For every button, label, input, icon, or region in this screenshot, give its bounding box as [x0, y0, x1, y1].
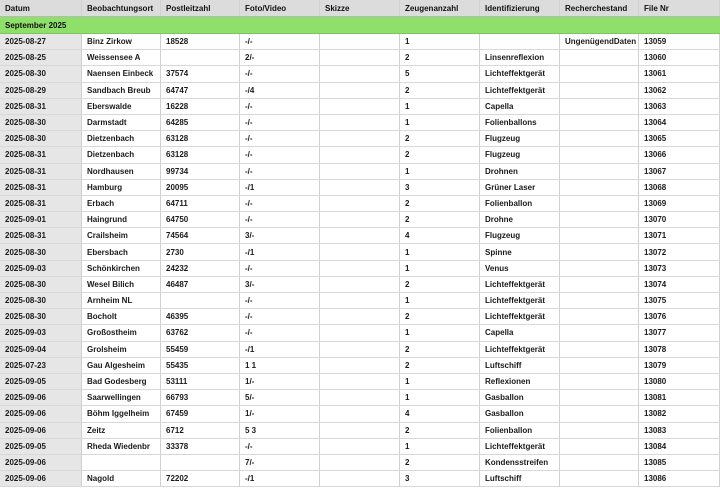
table-row[interactable]	[0, 423, 720, 439]
cell-location[interactable]: Eberswalde	[82, 99, 161, 114]
cell-sketch[interactable]	[320, 212, 400, 227]
cell-file-nr[interactable]: 13081	[639, 390, 720, 405]
cell-witnesses[interactable]: 2	[400, 342, 480, 357]
cell-research-status[interactable]	[560, 390, 639, 405]
cell-date[interactable]: 2025-08-31	[0, 180, 82, 195]
cell-identification[interactable]: Drohne	[480, 212, 560, 227]
cell-sketch[interactable]	[320, 50, 400, 65]
cell-witnesses[interactable]: 2	[400, 358, 480, 373]
cell-identification[interactable]: Venus	[480, 261, 560, 276]
cell-sketch[interactable]	[320, 342, 400, 357]
cell-photo-video[interactable]: -/-	[240, 147, 320, 162]
cell-identification[interactable]: Kondensstreifen	[480, 455, 560, 470]
cell-postcode[interactable]: 64285	[161, 115, 240, 130]
table-row[interactable]	[0, 342, 720, 358]
cell-photo-video[interactable]: -/-	[240, 309, 320, 324]
table-row[interactable]	[0, 99, 720, 115]
cell-sketch[interactable]	[320, 309, 400, 324]
cell-sketch[interactable]	[320, 196, 400, 211]
cell-location[interactable]: Nagold	[82, 471, 161, 486]
cell-identification[interactable]: Gasballon	[480, 390, 560, 405]
cell-research-status[interactable]	[560, 455, 639, 470]
cell-photo-video[interactable]: -/-	[240, 34, 320, 49]
cell-date[interactable]: 2025-09-05	[0, 374, 82, 389]
cell-research-status[interactable]	[560, 261, 639, 276]
cell-photo-video[interactable]: -/-	[240, 115, 320, 130]
cell-sketch[interactable]	[320, 99, 400, 114]
table-row[interactable]	[0, 228, 720, 244]
cell-photo-video[interactable]: -/-	[240, 212, 320, 227]
cell-date[interactable]: 2025-09-03	[0, 261, 82, 276]
cell-research-status[interactable]	[560, 147, 639, 162]
cell-postcode[interactable]: 20095	[161, 180, 240, 195]
cell-postcode[interactable]: 55459	[161, 342, 240, 357]
cell-identification[interactable]: Luftschiff	[480, 358, 560, 373]
cell-photo-video[interactable]: -/1	[240, 180, 320, 195]
cell-date[interactable]: 2025-08-30	[0, 277, 82, 292]
cell-identification[interactable]: Folienballon	[480, 196, 560, 211]
cell-sketch[interactable]	[320, 471, 400, 486]
cell-research-status[interactable]	[560, 471, 639, 486]
cell-file-nr[interactable]: 13061	[639, 66, 720, 81]
cell-postcode[interactable]: 64747	[161, 83, 240, 98]
table-row[interactable]	[0, 261, 720, 277]
cell-location[interactable]: Binz Zirkow	[82, 34, 161, 49]
cell-sketch[interactable]	[320, 277, 400, 292]
cell-location[interactable]: Haingrund	[82, 212, 161, 227]
cell-postcode[interactable]: 74564	[161, 228, 240, 243]
cell-photo-video[interactable]: -/1	[240, 342, 320, 357]
table-row[interactable]	[0, 309, 720, 325]
cell-date[interactable]: 2025-08-30	[0, 293, 82, 308]
cell-witnesses[interactable]: 1	[400, 439, 480, 454]
table-row[interactable]	[0, 196, 720, 212]
cell-file-nr[interactable]: 13067	[639, 164, 720, 179]
cell-postcode[interactable]: 63128	[161, 131, 240, 146]
group-row[interactable]	[0, 17, 720, 34]
table-row[interactable]	[0, 406, 720, 422]
cell-identification[interactable]: Flugzeug	[480, 147, 560, 162]
cell-research-status[interactable]	[560, 131, 639, 146]
table-body	[0, 34, 720, 487]
cell-location[interactable]: Sandbach Breub	[82, 83, 161, 98]
cell-identification[interactable]: Capella	[480, 325, 560, 340]
cell-identification[interactable]: Spinne	[480, 244, 560, 259]
cell-postcode[interactable]	[161, 50, 240, 65]
cell-research-status[interactable]	[560, 439, 639, 454]
cell-photo-video[interactable]: -/-	[240, 293, 320, 308]
cell-research-status[interactable]	[560, 406, 639, 421]
cell-sketch[interactable]	[320, 406, 400, 421]
cell-postcode[interactable]	[161, 293, 240, 308]
cell-location[interactable]: Wesel Bilich	[82, 277, 161, 292]
cell-location[interactable]: Rheda Wiedenbr	[82, 439, 161, 454]
cell-date[interactable]: 2025-08-31	[0, 228, 82, 243]
cell-date[interactable]: 2025-09-05	[0, 439, 82, 454]
cell-photo-video[interactable]: 1/-	[240, 374, 320, 389]
cell-date[interactable]: 2025-09-06	[0, 423, 82, 438]
cell-witnesses[interactable]: 1	[400, 115, 480, 130]
cell-identification[interactable]: Flugzeug	[480, 131, 560, 146]
cell-sketch[interactable]	[320, 244, 400, 259]
column-header-photo-video[interactable]: Foto/Video	[240, 0, 320, 16]
column-header-location[interactable]: Beobachtungsort	[82, 0, 161, 16]
column-header-research-status[interactable]: Recherchestand	[560, 0, 639, 16]
cell-witnesses[interactable]: 1	[400, 325, 480, 340]
cell-witnesses[interactable]: 1	[400, 390, 480, 405]
cell-witnesses[interactable]: 2	[400, 196, 480, 211]
cell-witnesses[interactable]: 2	[400, 212, 480, 227]
cell-postcode[interactable]: 66793	[161, 390, 240, 405]
cell-photo-video[interactable]: 1/-	[240, 406, 320, 421]
cell-location[interactable]: Nordhausen	[82, 164, 161, 179]
cell-sketch[interactable]	[320, 164, 400, 179]
cell-sketch[interactable]	[320, 358, 400, 373]
cell-location[interactable]: Erbach	[82, 196, 161, 211]
cell-witnesses[interactable]: 1	[400, 244, 480, 259]
cell-location[interactable]: Zeitz	[82, 423, 161, 438]
cell-research-status[interactable]	[560, 196, 639, 211]
cell-file-nr[interactable]: 13059	[639, 34, 720, 49]
cell-file-nr[interactable]: 13071	[639, 228, 720, 243]
cell-file-nr[interactable]: 13070	[639, 212, 720, 227]
cell-postcode[interactable]: 72202	[161, 471, 240, 486]
cell-research-status[interactable]: UngenügendDaten	[560, 34, 639, 49]
table-row[interactable]	[0, 180, 720, 196]
cell-photo-video[interactable]: -/-	[240, 325, 320, 340]
cell-photo-video[interactable]: 3/-	[240, 228, 320, 243]
cell-file-nr[interactable]: 13066	[639, 147, 720, 162]
cell-research-status[interactable]	[560, 50, 639, 65]
cell-witnesses[interactable]: 2	[400, 277, 480, 292]
cell-date[interactable]: 2025-09-01	[0, 212, 82, 227]
table-row[interactable]	[0, 212, 720, 228]
cell-research-status[interactable]	[560, 212, 639, 227]
table-row[interactable]	[0, 390, 720, 406]
cell-witnesses[interactable]: 3	[400, 471, 480, 486]
cell-postcode[interactable]: 53111	[161, 374, 240, 389]
cell-postcode[interactable]	[161, 455, 240, 470]
cell-photo-video[interactable]: -/4	[240, 83, 320, 98]
cell-identification[interactable]: Folienballon	[480, 423, 560, 438]
table-row[interactable]	[0, 374, 720, 390]
table-row[interactable]	[0, 34, 720, 50]
cell-postcode[interactable]: 64711	[161, 196, 240, 211]
cell-research-status[interactable]	[560, 180, 639, 195]
cell-location[interactable]: Bocholt	[82, 309, 161, 324]
cell-date[interactable]: 2025-08-31	[0, 147, 82, 162]
cell-file-nr[interactable]: 13068	[639, 180, 720, 195]
cell-witnesses[interactable]: 1	[400, 164, 480, 179]
cell-postcode[interactable]: 67459	[161, 406, 240, 421]
cell-photo-video[interactable]: -/1	[240, 471, 320, 486]
cell-sketch[interactable]	[320, 180, 400, 195]
cell-photo-video[interactable]: 5 3	[240, 423, 320, 438]
cell-date[interactable]: 2025-08-30	[0, 309, 82, 324]
cell-sketch[interactable]	[320, 439, 400, 454]
cell-research-status[interactable]	[560, 423, 639, 438]
cell-date[interactable]: 2025-08-25	[0, 50, 82, 65]
cell-postcode[interactable]: 37574	[161, 66, 240, 81]
cell-date[interactable]: 2025-08-30	[0, 66, 82, 81]
cell-identification[interactable]: Capella	[480, 99, 560, 114]
cell-postcode[interactable]: 55435	[161, 358, 240, 373]
cell-postcode[interactable]: 63762	[161, 325, 240, 340]
cell-date[interactable]: 2025-08-30	[0, 131, 82, 146]
cell-date[interactable]: 2025-08-31	[0, 99, 82, 114]
cell-identification[interactable]: Lichteffektgerät	[480, 83, 560, 98]
cell-file-nr[interactable]: 13078	[639, 342, 720, 357]
cell-identification[interactable]: Linsenreflexion	[480, 50, 560, 65]
column-header-date[interactable]: Datum	[0, 0, 82, 16]
cell-file-nr[interactable]: 13064	[639, 115, 720, 130]
cell-postcode[interactable]: 18528	[161, 34, 240, 49]
cell-photo-video[interactable]: -/-	[240, 439, 320, 454]
cell-postcode[interactable]: 33378	[161, 439, 240, 454]
cell-location[interactable]: Dietzenbach	[82, 131, 161, 146]
cell-identification[interactable]: Drohnen	[480, 164, 560, 179]
cell-location[interactable]: Hamburg	[82, 180, 161, 195]
cell-file-nr[interactable]: 13079	[639, 358, 720, 373]
cell-file-nr[interactable]: 13086	[639, 471, 720, 486]
cell-location[interactable]: Crailsheim	[82, 228, 161, 243]
column-header-file-nr[interactable]: File Nr	[639, 0, 720, 16]
cell-sketch[interactable]	[320, 374, 400, 389]
cell-sketch[interactable]	[320, 83, 400, 98]
cell-location[interactable]: Großostheim	[82, 325, 161, 340]
cell-file-nr[interactable]: 13077	[639, 325, 720, 340]
cell-file-nr[interactable]: 13075	[639, 293, 720, 308]
cell-sketch[interactable]	[320, 455, 400, 470]
cell-postcode[interactable]: 24232	[161, 261, 240, 276]
cell-research-status[interactable]	[560, 358, 639, 373]
cell-witnesses[interactable]: 1	[400, 34, 480, 49]
cell-identification[interactable]: Grüner Laser	[480, 180, 560, 195]
table-row[interactable]	[0, 115, 720, 131]
table-row[interactable]	[0, 358, 720, 374]
cell-date[interactable]: 2025-08-31	[0, 196, 82, 211]
cell-postcode[interactable]: 46395	[161, 309, 240, 324]
cell-photo-video[interactable]: -/-	[240, 99, 320, 114]
table-row[interactable]	[0, 50, 720, 66]
cell-location[interactable]: Arnheim NL	[82, 293, 161, 308]
cell-photo-video[interactable]: 7/-	[240, 455, 320, 470]
header-row	[0, 0, 720, 17]
cell-sketch[interactable]	[320, 66, 400, 81]
cell-identification[interactable]: Lichteffektgerät	[480, 293, 560, 308]
cell-date[interactable]: 2025-08-30	[0, 115, 82, 130]
cell-file-nr[interactable]: 13082	[639, 406, 720, 421]
cell-sketch[interactable]	[320, 293, 400, 308]
cell-file-nr[interactable]: 13080	[639, 374, 720, 389]
cell-identification[interactable]: Luftschiff	[480, 471, 560, 486]
table-row[interactable]	[0, 455, 720, 471]
cell-witnesses[interactable]: 2	[400, 131, 480, 146]
cell-research-status[interactable]	[560, 83, 639, 98]
cell-research-status[interactable]	[560, 325, 639, 340]
cell-sketch[interactable]	[320, 131, 400, 146]
cell-postcode[interactable]: 64750	[161, 212, 240, 227]
cell-location[interactable]: Gau Algesheim	[82, 358, 161, 373]
cell-date[interactable]: 2025-08-31	[0, 164, 82, 179]
cell-location[interactable]: Böhm Iggelheim	[82, 406, 161, 421]
cell-witnesses[interactable]: 1	[400, 99, 480, 114]
cell-file-nr[interactable]: 13084	[639, 439, 720, 454]
cell-file-nr[interactable]: 13062	[639, 83, 720, 98]
cell-postcode[interactable]: 63128	[161, 147, 240, 162]
cell-witnesses[interactable]: 1	[400, 293, 480, 308]
cell-postcode[interactable]: 46487	[161, 277, 240, 292]
cell-research-status[interactable]	[560, 99, 639, 114]
table-row[interactable]	[0, 277, 720, 293]
cell-date[interactable]: 2025-09-06	[0, 455, 82, 470]
table-row[interactable]	[0, 147, 720, 163]
cell-file-nr[interactable]: 13083	[639, 423, 720, 438]
table-row[interactable]	[0, 325, 720, 341]
cell-identification[interactable]: Lichteffektgerät	[480, 277, 560, 292]
cell-witnesses[interactable]: 1	[400, 374, 480, 389]
cell-location[interactable]: Weissensee A	[82, 50, 161, 65]
cell-identification[interactable]: Lichteffektgerät	[480, 439, 560, 454]
cell-identification[interactable]: Gasballon	[480, 406, 560, 421]
cell-research-status[interactable]	[560, 309, 639, 324]
cell-sketch[interactable]	[320, 390, 400, 405]
cell-date[interactable]: 2025-09-04	[0, 342, 82, 357]
cell-identification[interactable]: Lichteffektgerät	[480, 309, 560, 324]
cell-photo-video[interactable]: -/-	[240, 261, 320, 276]
table-row[interactable]	[0, 293, 720, 309]
table-row[interactable]	[0, 471, 720, 487]
cell-file-nr[interactable]: 13072	[639, 244, 720, 259]
cell-research-status[interactable]	[560, 293, 639, 308]
cell-postcode[interactable]: 2730	[161, 244, 240, 259]
cell-location[interactable]: Naensen Einbeck	[82, 66, 161, 81]
cell-research-status[interactable]	[560, 277, 639, 292]
cell-location[interactable]	[82, 455, 161, 470]
cell-research-status[interactable]	[560, 342, 639, 357]
cell-identification[interactable]	[480, 34, 560, 49]
cell-location[interactable]: Darmstadt	[82, 115, 161, 130]
table-row[interactable]	[0, 439, 720, 455]
cell-date[interactable]: 2025-09-06	[0, 471, 82, 486]
cell-identification[interactable]: Lichteffektgerät	[480, 342, 560, 357]
column-header-witnesses[interactable]: Zeugenanzahl	[400, 0, 480, 16]
cell-file-nr[interactable]: 13063	[639, 99, 720, 114]
cell-sketch[interactable]	[320, 261, 400, 276]
cell-date[interactable]: 2025-08-29	[0, 83, 82, 98]
cell-file-nr[interactable]: 13073	[639, 261, 720, 276]
cell-location[interactable]: Dietzenbach	[82, 147, 161, 162]
cell-identification[interactable]: Folienballons	[480, 115, 560, 130]
table-row[interactable]	[0, 83, 720, 99]
cell-witnesses[interactable]: 2	[400, 50, 480, 65]
cell-sketch[interactable]	[320, 325, 400, 340]
cell-sketch[interactable]	[320, 423, 400, 438]
cell-photo-video[interactable]: -/-	[240, 164, 320, 179]
cell-witnesses[interactable]: 2	[400, 455, 480, 470]
cell-identification[interactable]: Reflexionen	[480, 374, 560, 389]
cell-photo-video[interactable]: -/-	[240, 196, 320, 211]
column-header-postcode[interactable]: Postleitzahl	[161, 0, 240, 16]
cell-postcode[interactable]: 16228	[161, 99, 240, 114]
cell-location[interactable]: Bad Godesberg	[82, 374, 161, 389]
cell-photo-video[interactable]: -/1	[240, 244, 320, 259]
cell-sketch[interactable]	[320, 115, 400, 130]
cell-postcode[interactable]: 6712	[161, 423, 240, 438]
cell-sketch[interactable]	[320, 228, 400, 243]
table-row[interactable]	[0, 164, 720, 180]
cell-file-nr[interactable]: 13074	[639, 277, 720, 292]
cell-file-nr[interactable]: 13060	[639, 50, 720, 65]
cell-photo-video[interactable]: 2/-	[240, 50, 320, 65]
cell-research-status[interactable]	[560, 115, 639, 130]
cell-witnesses[interactable]: 1	[400, 261, 480, 276]
cell-file-nr[interactable]: 13085	[639, 455, 720, 470]
cell-location[interactable]: Schönkirchen	[82, 261, 161, 276]
group-label: September 2025	[5, 20, 67, 30]
cell-file-nr[interactable]: 13069	[639, 196, 720, 211]
cell-research-status[interactable]	[560, 374, 639, 389]
cell-witnesses[interactable]: 2	[400, 83, 480, 98]
cell-location[interactable]: Saarwellingen	[82, 390, 161, 405]
cell-file-nr[interactable]: 13065	[639, 131, 720, 146]
cell-research-status[interactable]	[560, 66, 639, 81]
column-header-sketch[interactable]: Skizze	[320, 0, 400, 16]
cell-witnesses[interactable]: 2	[400, 147, 480, 162]
cell-research-status[interactable]	[560, 228, 639, 243]
table-row[interactable]	[0, 244, 720, 260]
cell-date[interactable]: 2025-07-23	[0, 358, 82, 373]
cell-photo-video[interactable]: 3/-	[240, 277, 320, 292]
cell-witnesses[interactable]: 3	[400, 180, 480, 195]
cell-photo-video[interactable]: 1 1	[240, 358, 320, 373]
cell-postcode[interactable]: 99734	[161, 164, 240, 179]
table-row[interactable]	[0, 131, 720, 147]
cell-date[interactable]: 2025-08-27	[0, 34, 82, 49]
cell-file-nr[interactable]: 13076	[639, 309, 720, 324]
cell-sketch[interactable]	[320, 34, 400, 49]
cell-witnesses[interactable]: 2	[400, 423, 480, 438]
cell-witnesses[interactable]: 5	[400, 66, 480, 81]
cell-identification[interactable]: Lichteffektgerät	[480, 66, 560, 81]
cell-identification[interactable]: Flugzeug	[480, 228, 560, 243]
cell-photo-video[interactable]: -/-	[240, 131, 320, 146]
cell-date[interactable]: 2025-09-06	[0, 406, 82, 421]
cell-location[interactable]: Grolsheim	[82, 342, 161, 357]
cell-photo-video[interactable]: 5/-	[240, 390, 320, 405]
cell-witnesses[interactable]: 4	[400, 228, 480, 243]
cell-date[interactable]: 2025-09-03	[0, 325, 82, 340]
cell-location[interactable]: Ebersbach	[82, 244, 161, 259]
table-row[interactable]	[0, 66, 720, 82]
cell-research-status[interactable]	[560, 244, 639, 259]
cell-sketch[interactable]	[320, 147, 400, 162]
cell-witnesses[interactable]: 2	[400, 309, 480, 324]
cell-research-status[interactable]	[560, 164, 639, 179]
cell-date[interactable]: 2025-08-30	[0, 244, 82, 259]
cell-photo-video[interactable]: -/-	[240, 66, 320, 81]
cell-date[interactable]: 2025-09-06	[0, 390, 82, 405]
cell-witnesses[interactable]: 4	[400, 406, 480, 421]
column-header-identification[interactable]: Identifizierung	[480, 0, 560, 16]
